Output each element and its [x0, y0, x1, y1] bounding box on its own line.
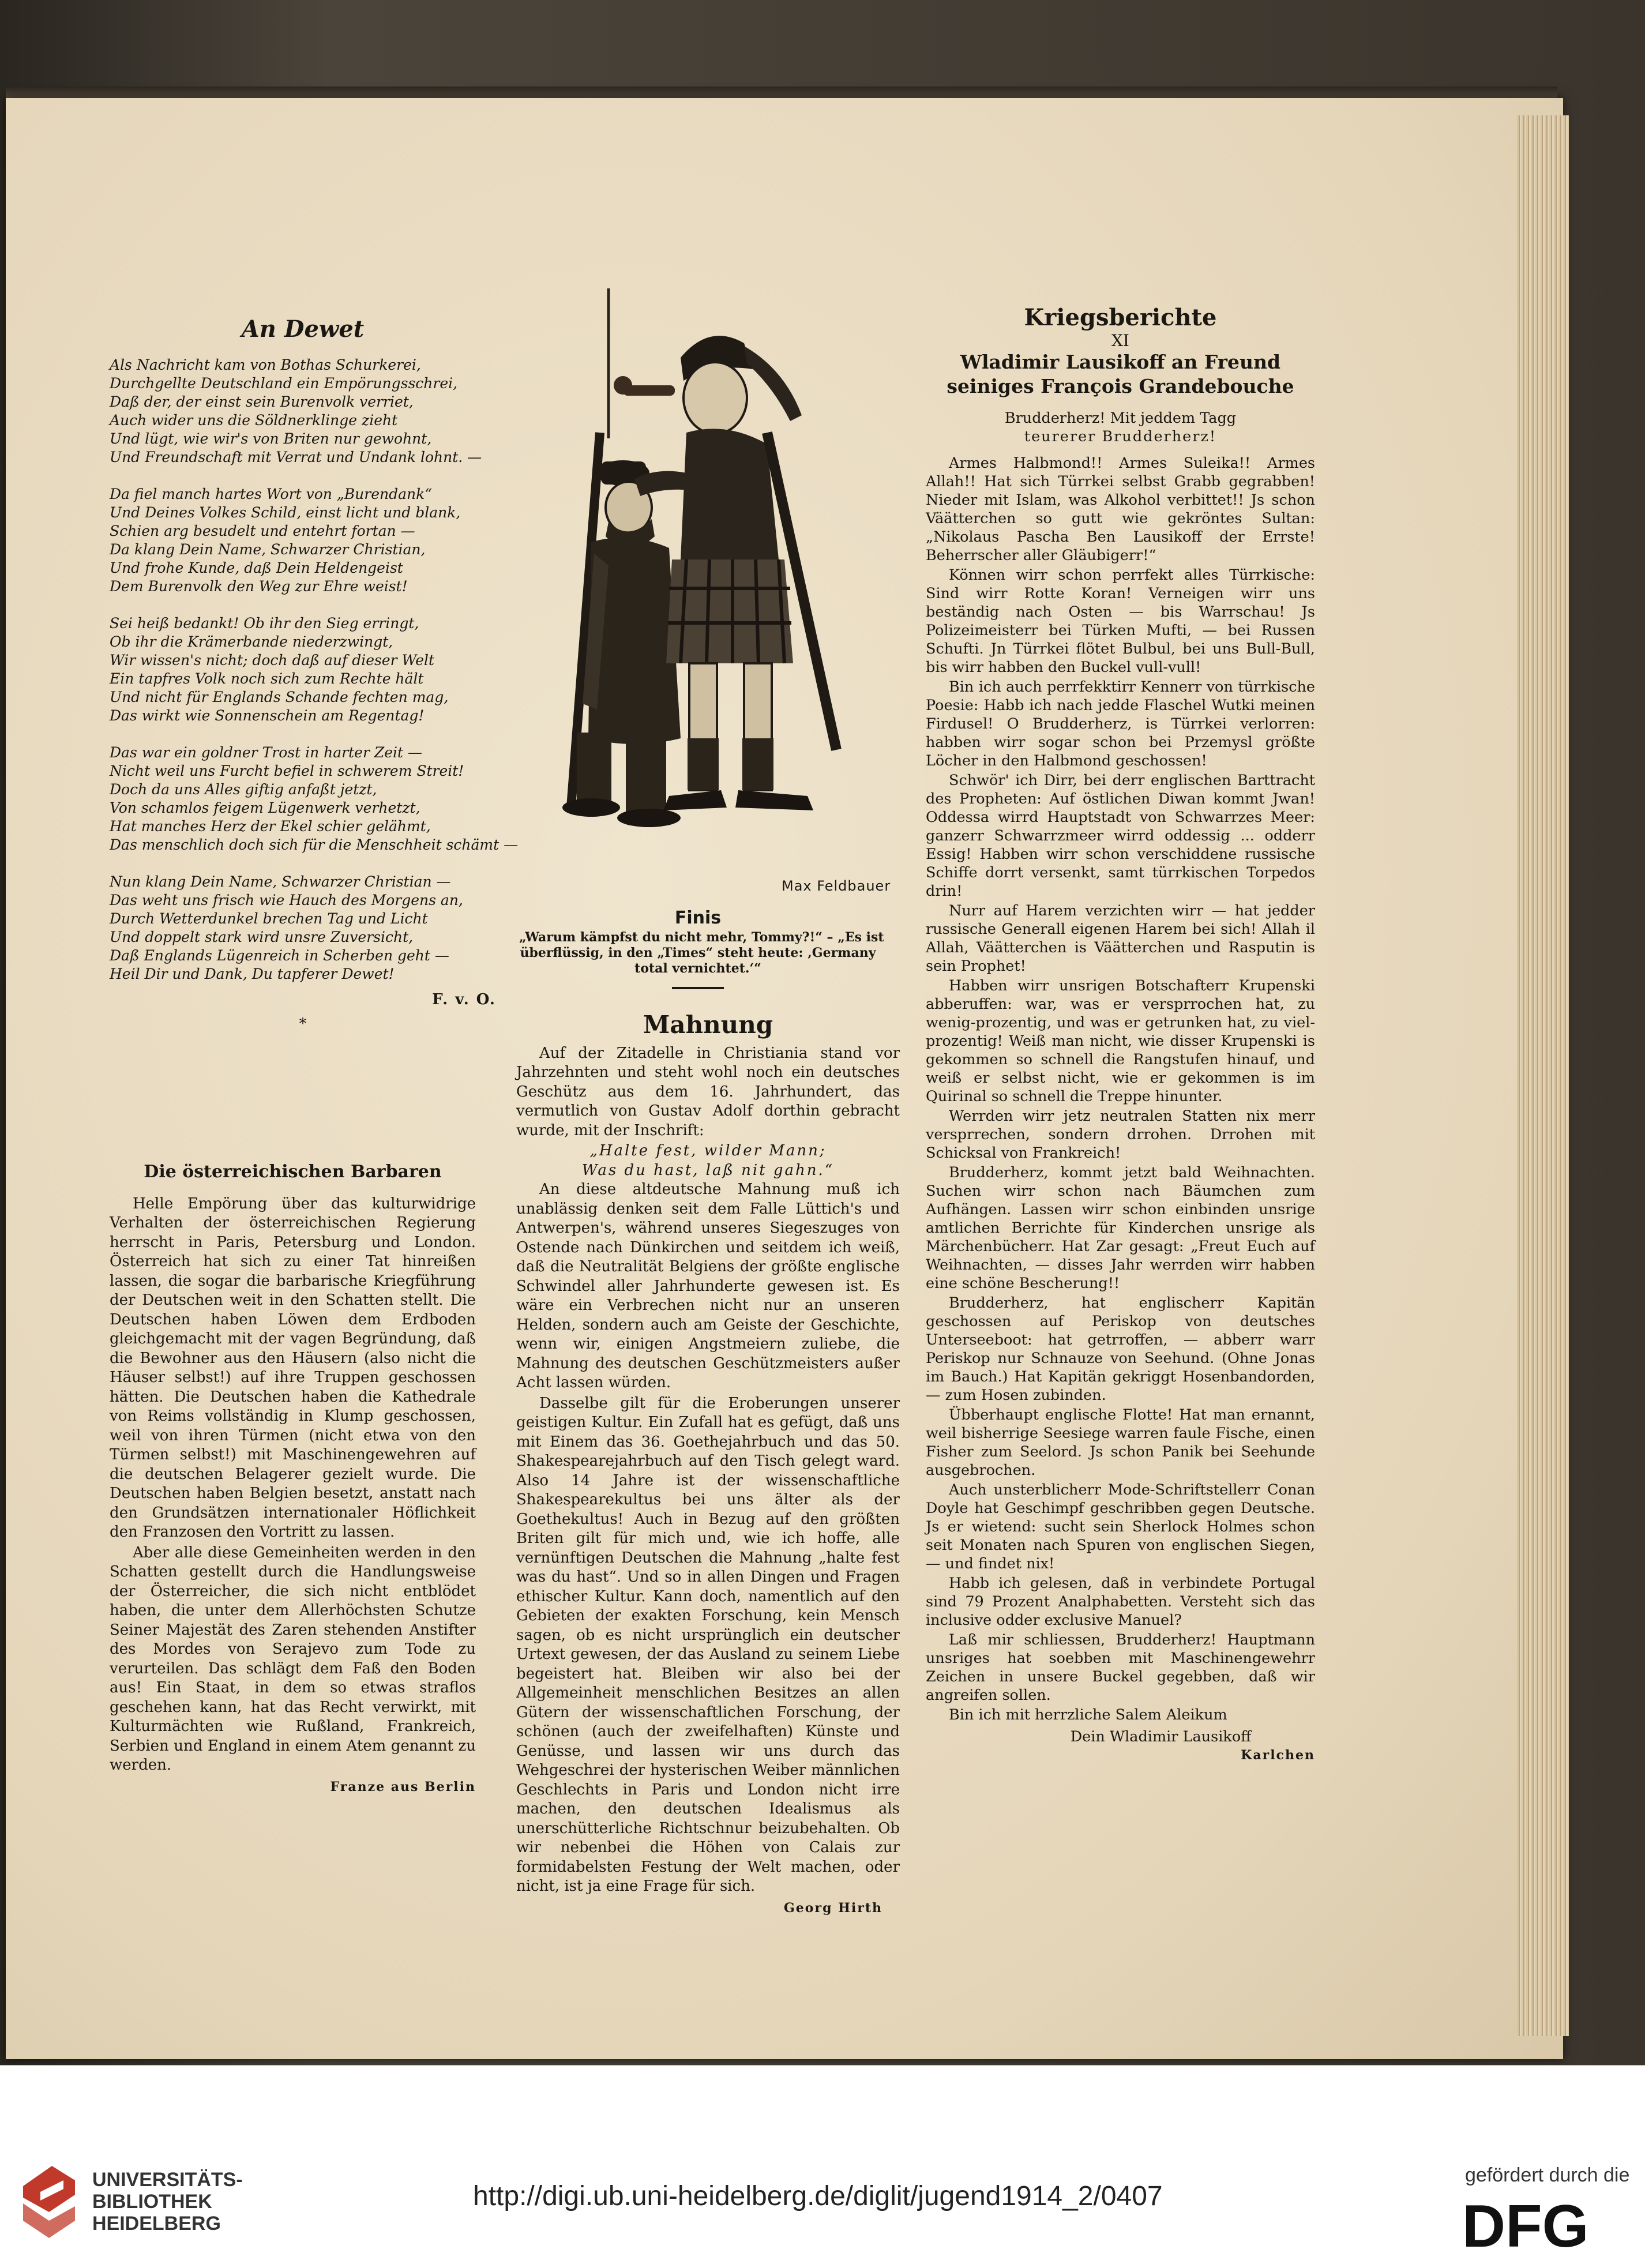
page-stack-edge: [1517, 115, 1569, 2036]
article-paragraph: Dasselbe gilt für die Eroberungen unserer geistigen Kultur. Ein Zufall hat es gefügt, daß uns mit Einem das 36. Goethejahrbuch und das 50. Shakespearejahrbuch auf den Tisch gelegt ward. Also 14 Jahre ist der wissenschaftliche Shakespearekultus bei uns älter als der Goethekultus! Auch in Bezug auf den größten Briten gilt für mich und, wie ich hoffe, alle vernünftigen Deutschen die Mahnung „halte fest was du hast“. Und so in allen Dingen und Fragen ethischer Kultur. Kann doch, namentlich auf den Gebieten der exakten Forschung, kein Mensch sagen, ob es nicht ursprünglich ein deutscher Urtext gewesen, der das Ausland zu seinem Liebe begeistert hat. Bleiben wir also bei der Allgemeinheit menschlichen Besitzes an allen Gütern der wissenschaftlichen Forschung, der schönen (auch der zweifelhaften) Künste und Genüsse, und lassen wir uns durch das Wehgeschrei der hysterischen Weiber männlichen Geschlechts in Paris und London nicht irre machen, den deutschen Idealismus als unerschütterliche Richtschnur beizubehalten. Ob wir nebenbei die Höhen von Calais zur formidabelsten Festung der Welt machen, oder nicht, ist ja eine Frage für sich.: [516, 1394, 900, 1895]
article-paragraph: Aber alle diese Gemeinheiten werden in den Schatten gestellt durch die Handlungsweise der Österreicher, die sich nicht entblödet haben, die unter dem Allerhöchsten Schutze Seiner Majestät des Zaren stehenden Anstifter des Mordes von Serajevo zum Tode zu verurteilen. Das schlägt dem Faß den Boden aus! Ein Staat, in dem so etwas straflos geschehen kann, hat das Recht verwirkt, mit Kulturmächten wie Rußland, Frankreich, Serbien und England in einem Atem genannt zu werden.: [110, 1544, 476, 1774]
article-paragraph: Nurr auf Harem verzichten wirr — hat jedder russische Generall eigenen Harem bei sich! Allah il Allah, Väätterchen is Väätterchen und Rasputin is sein Prophet!: [926, 902, 1315, 975]
poem-stanza: [110, 744, 519, 854]
article-paragraph: Werrden wirr jetz neutralen Statten nix merr versprrechen, sondern drrohen. Drrohen mit Schicksal von Frankreich!: [926, 1107, 1315, 1162]
poem-line: Von schamlos feigem Lügenwerk verhetzt,: [110, 799, 420, 816]
poem-line: Das weht uns frisch wie Hauch des Morgens an,: [110, 892, 463, 908]
caption-line: überflüssig, in den „Times“ steht heute: ‚Germany: [520, 945, 876, 960]
article-number: XI: [1111, 331, 1129, 350]
article-paragraph: Bin ich auch perrfekktirr Kennerr von türrkische Poesie: Habb ich nach jedde Flaschel Wutki meinen Firdusel! O Brudderherz, is Türrkei verlorren: habben wirr sogar schon bei Przemysl größte Löcher in den Halbmond geschossen!: [926, 678, 1315, 769]
poem-line: Auch wider uns die Söldnerklinge zieht: [110, 412, 398, 429]
poem-stanzas: [110, 356, 519, 983]
closing-line: Dein Wladimir Lausikoff: [1070, 1728, 1252, 1745]
poem-line: Sei heiß bedankt! Ob ihr den Sieg erringt,: [110, 615, 419, 632]
caption-line: „Warum kämpfst du nicht mehr, Tommy?!“ – „Es ist: [519, 930, 884, 945]
poem-line: Nun klang Dein Name, Schwarzer Christian —: [110, 873, 451, 890]
poem-line: Heil Dir und Dank, Du tapferer Dewet!: [110, 966, 395, 982]
article-kriegsberichte: [926, 304, 1315, 1764]
greeting-line: teurerer Brudderherz!: [1024, 428, 1217, 445]
poem-stanza: [110, 614, 496, 725]
article-paragraph: Habb ich gelesen, daß in verbindete Portugal sind 79 Prozent Analphabetten. Versteht sich das inclusive odder exclusive Manuel?: [926, 1575, 1315, 1629]
caption-line: total vernichtet.‘“: [634, 961, 761, 976]
poem-line: Das wirkt wie Sonnenschein am Regentag!: [110, 707, 425, 724]
poem-line: Wir wissen's nicht; doch daß auf dieser Welt: [110, 652, 435, 669]
poem-line: Da fiel manch hartes Wort von „Burendank“: [110, 486, 433, 502]
caption-divider: [672, 987, 724, 989]
poem-stanza: [110, 873, 496, 983]
poem-line: Und Freundschaft mit Verrat und Undank lohnt. —: [110, 449, 482, 465]
university-name-line: BIBLIOTHEK: [92, 2191, 212, 2213]
article-paragraph: Habben wirr unsrigen Botschafterr Krupenski abberuffen: war, was er versprrochen hat, zu wenig-prozentig, und was er getrunken hat, zu viel-prozentig! Weiß man nicht, wie disser Krupenski is gekommen so schnell die Rangstufen hinauf, und weiß er selbst nicht, wie er gekommen is im Quirinal so schnell die Treppe hinunter.: [926, 977, 1315, 1105]
poem-line: Das war ein goldner Trost in harter Zeit —: [110, 744, 423, 761]
poem-line: Daß der, der einst sein Burenvolk verriet,: [110, 393, 414, 410]
poem-line: Schien arg besudelt und entehrt fortan —: [110, 523, 415, 539]
footer-bar: [0, 2065, 1645, 2268]
university-logo-icon: [17, 2163, 81, 2250]
article-paragraph: Armes Halbmond!! Armes Suleika!! Armes Allah!! Hat sich Türrkei selbst Grabb gegrabben! Nieder mit Islam, was Alkohol verbittet!! Js schon Väätterchen so gutt wie gekröntes Sultan: „Nikolaus Pascha Ben Lausikoff der Errste! Beherrscher aller Gläubigerr!“: [926, 455, 1315, 564]
article-paragraph: An diese altdeutsche Mahnung muß ich unablässig denken seit dem Falle Lüttich's und Antwerpen's, während unseres Siegeszuges von Ostende nach Dünkirchen und seitdem ich weiß, daß die Neutralität Belgiens der größte englische Schwindel aller Jahrhunderte gewesen ist. Es wäre ein Verbrechen nicht nur an unseren Helden, sondern auch am Geiste der Geschichte, wenn wir, einigen Angstmeiern zuliebe, die Mahnung des deutschen Geschützmeisters außer Acht lassen würden.: [516, 1181, 900, 1391]
subtitle-line: Wladimir Lausikoff an Freund: [960, 351, 1281, 373]
dfg-logo-text: DFG: [1462, 2195, 1589, 2252]
article-paragraph: Können wirr schon perrfekt alles Türrkische: Sind wirr Rotte Koran! Verneigen wirr uns beständig nach Osten — bis Warrschau! Js Polizeimeisterr bei Türken Mufti, — bei Russen Schufti. Jn Türrkei flötet Bulbul, bei uns Bull-Bull, bis wirr habben den Buckel vull-vull!: [926, 566, 1315, 676]
illustration-cartoon: [536, 288, 917, 888]
article-mahnung: [516, 1011, 900, 1918]
article-title: Mahnung: [643, 1011, 773, 1039]
university-name-line: HEIDELBERG: [92, 2213, 221, 2235]
poem-line: Ob ihr die Krämerbande niederzwingt,: [110, 633, 393, 650]
greeting-line: Brudderherz! Mit jeddem Tagg: [1004, 410, 1237, 427]
poem-line: Dem Burenvolk den Weg zur Ehre weist!: [110, 578, 408, 595]
illustration-credit: Max Feldbauer: [782, 878, 891, 894]
poem-line: Und doppelt stark wird unsre Zuversicht,: [110, 929, 414, 945]
separator-asterisk: *: [299, 1015, 307, 1032]
poem-line: Und nicht für Englands Schande fechten mag,: [110, 689, 449, 705]
poem-line: Und frohe Kunde, daß Dein Heldengeist: [110, 560, 403, 576]
funded-by-label: gefördert durch die: [1465, 2164, 1630, 2186]
article-signature: Karlchen: [1241, 1748, 1315, 1763]
caption-title: Finis: [674, 908, 722, 928]
inscription-line: Was du hast, laß nit gahn.“: [581, 1161, 835, 1179]
poem-line: Das menschlich doch sich für die Menschheit schämt —: [110, 836, 519, 853]
article-barbaren: [110, 1162, 476, 1797]
poem-stanza: [110, 356, 496, 467]
article-paragraph: Brudderherz, kommt jetzt bald Weihnachten. Suchen wirr schon nach Bäumchen zum Aufhängen. Lassen wirr schon einbinden unsrige amtlichen Berrichte für Kinderchen unsrige als Märchenbücherr. Hat Zar gesagt: „Freut Euch auf Weihnachten, — disses Jahr werrden wirr habben eine schöne Bescherung!!: [926, 1164, 1315, 1292]
inscription-line: „Halte fest, wilder Mann;: [589, 1142, 827, 1159]
article-paragraph: Übberhaupt englische Flotte! Hat man ernannt, weil bisherrige Seesiege warren faule Fische, einen Fisher zum Seelord. Js schon Panik bei Seehunde ausgebrochen.: [926, 1406, 1315, 1479]
poem-line: Ein tapfres Volk noch sich zum Rechte hält: [110, 670, 424, 687]
article-signature: Georg Hirth: [784, 1900, 882, 1916]
article-title: Die österreichischen Barbaren: [144, 1162, 442, 1182]
poem-line: Doch da uns Alles giftig anfaßt jetzt,: [110, 781, 377, 798]
dfg-logo-icon: [1462, 2195, 1629, 2252]
article-paragraph: Schwör' ich Dirr, bei derr englischen Barttracht des Propheten: Auf östlichen Diwan kommt Jwan! Oddessa wirrd Hauptstadt von Schwarrzes Meer: ganzerr Schwarrzmeer wirrd oddessig ... odderr Essig! Habben wirr schon verschiddene russische Schiffe dorrt versenkt, samt türrkischen Torpedos drin!: [926, 772, 1315, 900]
poem-an-dewet: [110, 316, 519, 1033]
permalink-url[interactable]: http://digi.ub.uni-heidelberg.de/diglit/jugend1914_2/0407: [473, 2181, 1163, 2211]
poem-line: Da klang Dein Name, Schwarzer Christian,: [110, 541, 426, 558]
article-paragraph: Auch unsterblicherr Mode-Schriftstellerr Conan Doyle hat Geschimpf geschribben gegen Deutsche. Js er wietend: sucht sein Sherlock Holmes schon seit Monaten nach Spuren von englischen Siegen, — und findet nix!: [926, 1481, 1315, 1572]
article-paragraph: Brudderherz, hat englischerr Kapitän geschossen auf Periskop von deutsches Unterseeboot: hat getrroffen, — abberr warr Periskop nur Schnauze von Seehund. (Ohne Jonas im Bauch.) Hat Kapitän gekriggt Hosenbandorden, — zum Hosen zubinden.: [926, 1294, 1315, 1404]
article-paragraph: Auf der Zitadelle in Christiania stand vor Jahrzehnten und steht wohl noch ein deutsches Geschütz aus dem 16. Jahrhundert, das vermutlich von Gustav Adolf dorthin gebracht wurde, mit der Inschrift:: [516, 1044, 900, 1139]
article-body: [926, 454, 1315, 1724]
caption-finis: [519, 907, 884, 995]
poem-line: Durch Wetterdunkel brechen Tag und Licht: [110, 910, 428, 927]
subtitle-line: seiniges François Grandebouche: [947, 375, 1294, 397]
article-title: Kriegsberichte: [1024, 304, 1217, 331]
poem-line: Als Nachricht kam von Bothas Schurkerei,: [110, 356, 421, 373]
article-paragraph: Helle Empörung über das kulturwidrige Verhalten der österreichischen Regierung herrscht in Paris, Petersburg und London. Österreich hat sich zu einer Tat hinreißen lassen, die sogar die barbarische Kriegführung der Deutschen weit in den Schatten stellt. Die Deutschen haben Löwen dem Erdboden gleichgemacht mit der vagen Begründung, daß die Bewohner aus den Häusern (also nicht die Häuser selbst!) auf ihre Truppen geschossen hätten. Die Deutschen haben die Kathedrale von Reims vollständig in Klump geschossen, weil von ihren Türmen (nicht etwa von den Türmen selbst!) mit Maschinengewehren auf die deutschen Belagerer gezielt wurde. Die Deutschen haben Belgien besetzt, anstatt nach den Grundsätzen internationaler Höflichkeit den Franzosen den Vortritt zu lassen.: [110, 1195, 476, 1541]
footer-divider: [0, 2065, 1645, 2066]
poem-title: An Dewet: [241, 316, 365, 343]
article-paragraph: Laß mir schliessen, Brudderherz! Hauptmann unsriges hat soebben mit Maschinengewehrr Zeichen in unsere Buckel gegebben, daß wir angreifen sollen.: [926, 1631, 1315, 1704]
university-name-line: UNIVERSITÄTS-: [92, 2169, 243, 2191]
poem-line: Nicht weil uns Furcht befiel in schwerem Streit!: [110, 763, 464, 779]
poem-line: Hat manches Herz der Ekel schier gelähmt,: [110, 818, 431, 835]
university-name: [92, 2169, 243, 2235]
poem-line: Daß Englands Lügenreich in Scherben geht —: [110, 947, 449, 964]
poem-line: Durchgellte Deutschland ein Empörungsschrei,: [110, 375, 458, 392]
poem-signature: F. v. O.: [432, 991, 496, 1008]
poem-line: Und Deines Volkes Schild, einst licht und blank,: [110, 504, 461, 521]
article-signature: Franze aus Berlin: [330, 1779, 476, 1794]
poem-stanza: [110, 485, 496, 596]
poem-line: Und lügt, wie wir's von Briten nur gewohnt,: [110, 430, 432, 447]
article-paragraph: Bin ich mit herrzliche Salem Aleikum: [949, 1706, 1227, 1723]
